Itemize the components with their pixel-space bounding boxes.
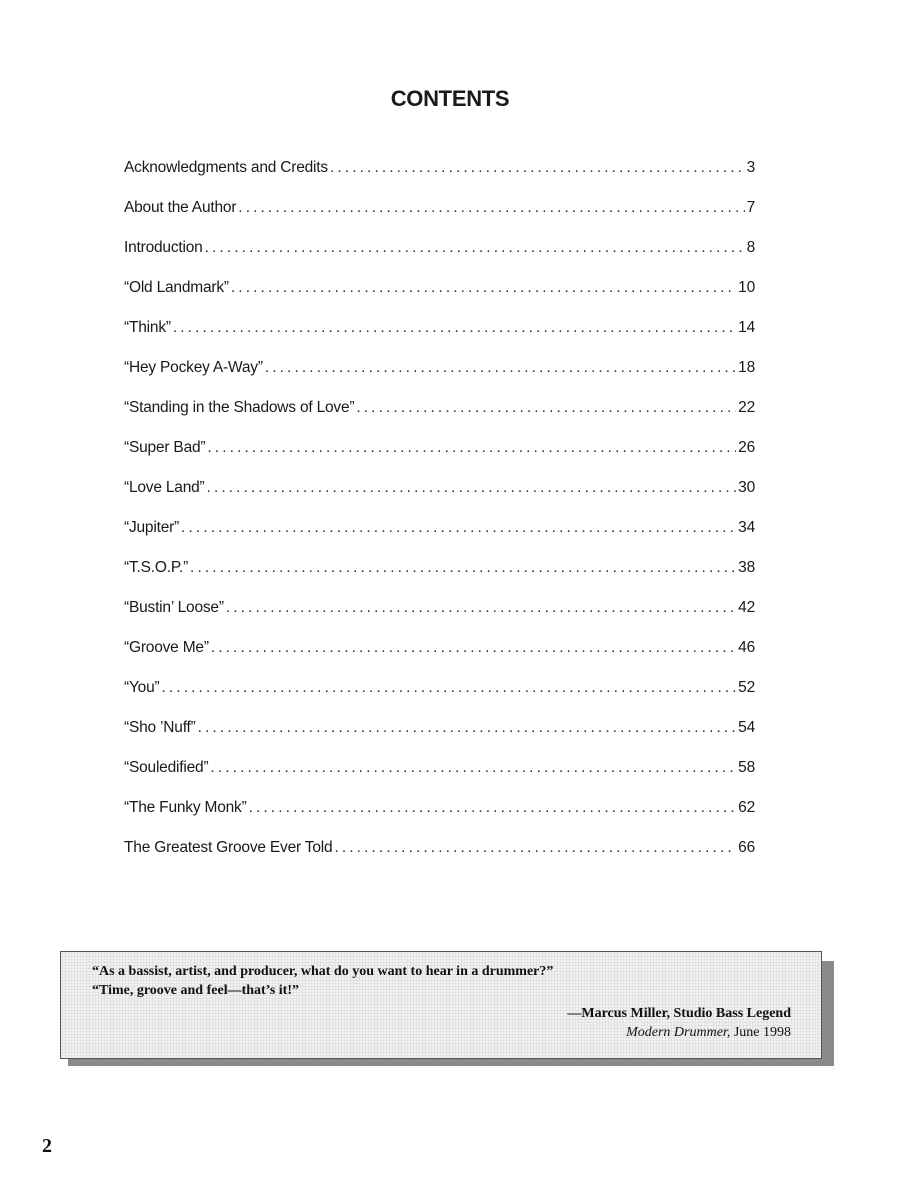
toc-entry-title: “Souledified” — [124, 759, 209, 776]
toc-entry-title: “Hey Pockey A-Way” — [124, 359, 263, 376]
toc-entry-page: 30 — [738, 479, 755, 496]
quote-source — [626, 1025, 791, 1041]
toc-dot-leader — [334, 839, 736, 857]
toc-dot-leader — [231, 279, 736, 297]
toc-dot-leader — [330, 159, 745, 177]
toc-dot-leader — [198, 719, 737, 737]
toc-entry-page: 26 — [738, 439, 755, 456]
toc-entry-page: 22 — [738, 399, 755, 416]
toc-entry-title: “Old Landmark” — [124, 279, 229, 296]
toc-entry-page: 10 — [738, 279, 755, 296]
toc-entry-title: “The Funky Monk” — [124, 799, 247, 816]
toc-entry-page: 3 — [746, 159, 755, 176]
quote-source-publication: Modern Drummer, — [626, 1025, 731, 1040]
page-title: CONTENTS — [390, 86, 510, 111]
toc-dot-leader — [207, 439, 736, 457]
toc-dot-leader — [210, 759, 736, 777]
toc-entry-title: “T.S.O.P.” — [124, 559, 189, 576]
toc-entry[interactable] — [124, 479, 755, 519]
toc-entry-title: “Think” — [124, 319, 171, 336]
toc-entry[interactable] — [124, 319, 755, 359]
toc-entry-title: “Super Bad” — [124, 439, 206, 456]
toc-entry[interactable] — [124, 799, 755, 839]
toc-entry-title: Acknowledgments and Credits — [124, 159, 328, 176]
toc-entry-title: Introduction — [124, 239, 203, 256]
toc-entry[interactable] — [124, 519, 755, 559]
toc-dot-leader — [205, 239, 745, 257]
toc-entry-title: “Groove Me” — [124, 639, 209, 656]
toc-dot-leader — [356, 399, 736, 417]
toc-dot-leader — [238, 199, 744, 217]
toc-dot-leader — [181, 519, 736, 537]
toc-entry[interactable] — [124, 559, 755, 599]
toc-entry-page: 14 — [738, 319, 755, 336]
toc-entry-page: 18 — [738, 359, 755, 376]
toc-entry[interactable] — [124, 439, 755, 479]
toc-dot-leader — [190, 559, 736, 577]
quote-source-date: June 1998 — [733, 1025, 791, 1040]
toc-dot-leader — [173, 319, 736, 337]
toc-entry[interactable] — [124, 199, 755, 239]
quote-attribution: —Marcus Miller, Studio Bass Legend — [567, 1006, 791, 1021]
toc-entry-page: 7 — [746, 199, 755, 216]
toc-dot-leader — [161, 679, 736, 697]
toc-entry-page: 42 — [738, 599, 755, 616]
toc-entry-title: “Standing in the Shadows of Love” — [124, 399, 355, 416]
toc-entry-title: About the Author — [124, 199, 237, 216]
toc-dot-leader — [265, 359, 736, 377]
quote-answer: “Time, groove and feel—that’s it!” — [92, 983, 299, 998]
toc-entry-page: 8 — [746, 239, 755, 256]
toc-dot-leader — [211, 639, 736, 657]
toc-entry-title: “Love Land” — [124, 479, 205, 496]
toc-entry[interactable] — [124, 759, 755, 799]
toc-entry-page: 54 — [738, 719, 755, 736]
toc-entry[interactable] — [124, 839, 755, 879]
table-of-contents — [124, 159, 755, 879]
toc-entry[interactable] — [124, 359, 755, 399]
toc-entry[interactable] — [124, 599, 755, 639]
toc-entry-title: “Sho ’Nuff” — [124, 719, 196, 736]
pull-quote-box — [60, 951, 822, 1059]
toc-entry-page: 62 — [738, 799, 755, 816]
toc-entry-page: 66 — [738, 839, 755, 856]
toc-dot-leader — [249, 799, 737, 817]
toc-entry[interactable] — [124, 279, 755, 319]
toc-entry-page: 52 — [738, 679, 755, 696]
toc-entry-title: The Greatest Groove Ever Told — [124, 839, 333, 856]
toc-entry-page: 38 — [738, 559, 755, 576]
quote-question: “As a bassist, artist, and producer, what do you want to hear in a drummer?” — [92, 964, 554, 979]
toc-entry[interactable] — [124, 639, 755, 679]
toc-dot-leader — [207, 479, 737, 497]
page-number: 2 — [42, 1135, 52, 1157]
toc-dot-leader — [226, 599, 736, 617]
toc-entry-page: 46 — [738, 639, 755, 656]
toc-entry-title: “You” — [124, 679, 160, 696]
toc-entry[interactable] — [124, 159, 755, 199]
toc-entry-title: “Jupiter” — [124, 519, 180, 536]
toc-entry[interactable] — [124, 399, 755, 439]
toc-entry-title: “Bustin’ Loose” — [124, 599, 224, 616]
toc-entry[interactable] — [124, 239, 755, 279]
toc-entry-page: 34 — [738, 519, 755, 536]
toc-entry-page: 58 — [738, 759, 755, 776]
toc-entry[interactable] — [124, 719, 755, 759]
toc-entry[interactable] — [124, 679, 755, 719]
